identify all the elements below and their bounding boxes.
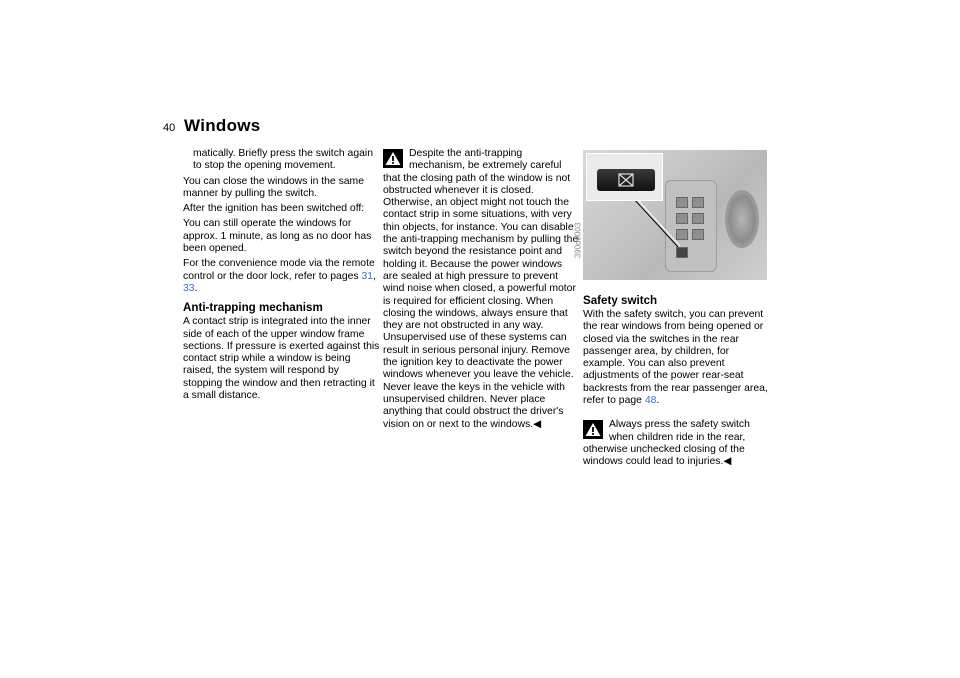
warning-paragraph-safety: [583, 419, 773, 468]
paragraph-still-operate: You can still operate the windows for approx. 1 minute, as long as no door has been opened.: [183, 218, 372, 255]
end-mark: ◀: [533, 418, 542, 430]
column-left: [183, 148, 381, 405]
paragraph-ignition-off: After the ignition has been switched off:: [183, 203, 365, 215]
paragraph-anti-trapping: A contact strip is integrated into the inner side of each of the upper window frame sections. If pressure is exerted against this contact strip while a window is being raised, the system will respond by stopping the window and then retracting it a small distance.: [183, 316, 380, 402]
page-title: Windows: [184, 116, 261, 135]
paragraph-close-windows: You can close the windows in the same manner by pulling the switch.: [183, 175, 364, 199]
page-number: 40: [163, 122, 176, 134]
separator: ,: [373, 270, 376, 282]
column-middle: [383, 148, 579, 434]
page-link-33[interactable]: 33: [183, 282, 195, 294]
paragraph-continued: matically. Briefly press the switch again to stop the opening movement.: [193, 148, 373, 172]
warning-text: Despite the anti-trapping mechanism, be extremely careful that the closing path of the window is not obstructed whenever it is closed. Otherwise, an object might not touch the contact strip in some situations, with very thin objects, for instance. You can disable the anti-trapping mechanism by pulling the switch beyond the resistance point and holding it. Because the power windows are sealed at high pressure to prevent wind noise when closed, a powerful motor is required for efficient closing. When closing the windows, always ensure that they are not obstructed in any way. Unsupervised use of these systems can result in serious personal injury. Remove the ignition key to deactivate the power windows whenever you leave the vehicle. Never leave the keys in the vehicle with unsupervised children. Never place anything that could obstruct the driver's vision on or next to the windows.: [383, 148, 579, 430]
warning-icon: [583, 420, 603, 439]
warning-icon: [383, 149, 403, 168]
warning-text-safety: Always press the safety switch when children ride in the rear, otherwise unchecked closing of the windows could lead to injuries.: [583, 419, 750, 468]
paragraph-convenience-mode: [183, 258, 381, 295]
switch-inset: [586, 153, 663, 201]
paragraph-safety-switch: [583, 309, 773, 407]
warning-paragraph: [383, 148, 579, 431]
period: .: [656, 395, 660, 407]
safety-switch-text: With the safety switch, you can prevent the rear windows from being opened or closed via the switches in the rear passenger area, by children, for example. You can also prevent adjustments of the power rear-seat backrests from the rear passenger area, refer to page: [583, 309, 768, 407]
warning-block-safety: [583, 419, 773, 468]
column-right: [573, 150, 773, 472]
photo-code: 390de003: [573, 222, 583, 258]
window-lock-icon: [597, 169, 655, 191]
warning-block: [383, 148, 579, 431]
end-mark: ◀: [723, 456, 732, 468]
heading-safety-switch: Safety switch: [583, 294, 658, 307]
page-link-48[interactable]: 48: [644, 395, 657, 407]
page-link-31[interactable]: 31: [361, 270, 374, 282]
convenience-text: For the convenience mode via the remote control or the door lock, refer to pages: [183, 258, 375, 282]
safety-switch-closeup: [597, 169, 655, 191]
heading-anti-trapping: Anti-trapping mechanism: [183, 301, 323, 315]
period: .: [194, 282, 198, 294]
door-switch-photo: [573, 150, 767, 280]
